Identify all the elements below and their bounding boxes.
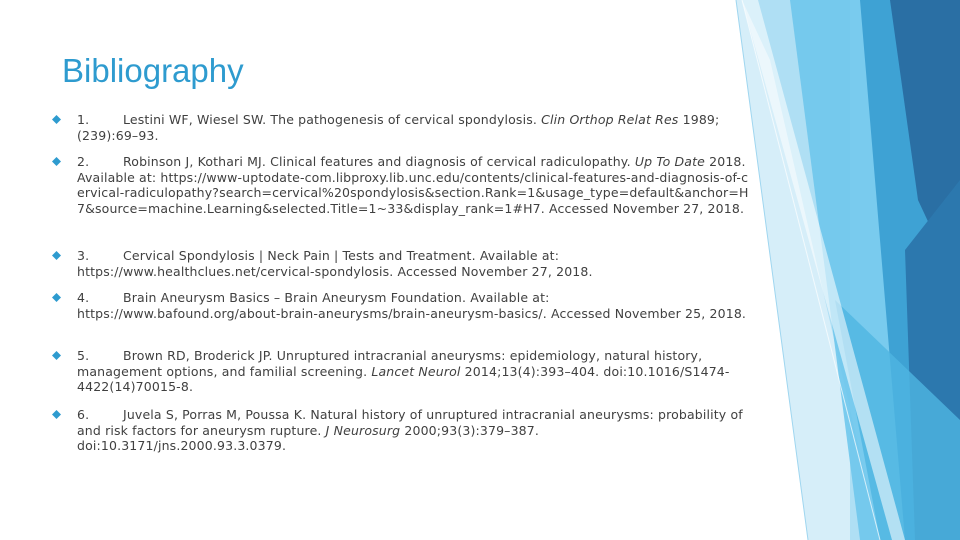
diamond-icon (52, 251, 61, 260)
diamond-icon (52, 157, 61, 166)
reference-item-5 (52, 348, 749, 395)
reference-details: 1989;(239):69–93. (77, 112, 720, 143)
reference-journal: Up To Date (634, 154, 705, 169)
reference-text: Juvela S, Porras M, Poussa K. Natural history of unruptured intracranial aneurysms: probability of and risk factors for aneurysm rupture. (77, 407, 743, 438)
reference-item-2 (52, 154, 749, 216)
reference-text: Cervical Spondylosis | Neck Pain | Tests and Treatment. Available at: https://www.healthclues.net/cervical-spondylosis. Accessed November 27, 2018. (77, 248, 593, 279)
reference-details: 2018. Available at: https://www-uptodate-com.libproxy.lib.unc.edu/contents/clinical-features-and-diagnosis-of-cervical-radiculopathy?search=cervical%20spondylosis&section.Rank=1&usage_type=default&anchor=H7&source=machine.Learning&selected.Title=1~33&display_rank=1#H7. Accessed November 27, 2018. (77, 154, 749, 216)
reference-number: 5. (77, 348, 90, 363)
reference-text: Robinson J, Kothari MJ. Clinical features and diagnosis of cervical radiculopathy. (123, 154, 635, 169)
diamond-icon (52, 410, 61, 419)
reference-item-3 (52, 248, 749, 279)
reference-number: 4. (77, 290, 90, 305)
reference-number: 1. (77, 112, 90, 127)
reference-text: Brown RD, Broderick JP. Unruptured intracranial aneurysms: epidemiology, natural history, management options, and familial screening. (77, 348, 703, 379)
reference-number: 6. (77, 407, 90, 422)
reference-details: 2000;93(3):379–387. doi:10.3171/jns.2000.93.3.0379. (77, 422, 540, 454)
reference-item-1 (52, 112, 749, 143)
reference-item-6 (52, 407, 749, 454)
reference-journal: Clin Orthop Relat Res (541, 112, 679, 127)
reference-number: 2. (77, 154, 90, 169)
reference-details: 2014;13(4):393–404. doi:10.1016/S1474-4422(14)70015-8. (77, 363, 730, 395)
reference-journal: Lancet Neurol (371, 363, 461, 379)
slide-title: Bibliography (62, 52, 244, 89)
diamond-icon (52, 293, 61, 302)
reference-text: Brain Aneurysm Basics – Brain Aneurysm Foundation. Available at: https://www.bafound.org/about-brain-aneurysms/brain-aneurysm-basics/. Accessed November 25, 2018. (77, 290, 747, 321)
diamond-icon (52, 115, 61, 124)
diamond-icon (52, 351, 61, 360)
reference-number: 3. (77, 248, 90, 263)
reference-text: Lestini WF, Wiesel SW. The pathogenesis of cervical spondylosis. (123, 112, 542, 127)
reference-journal: J Neurosurg (325, 422, 401, 438)
reference-item-4 (52, 290, 749, 321)
